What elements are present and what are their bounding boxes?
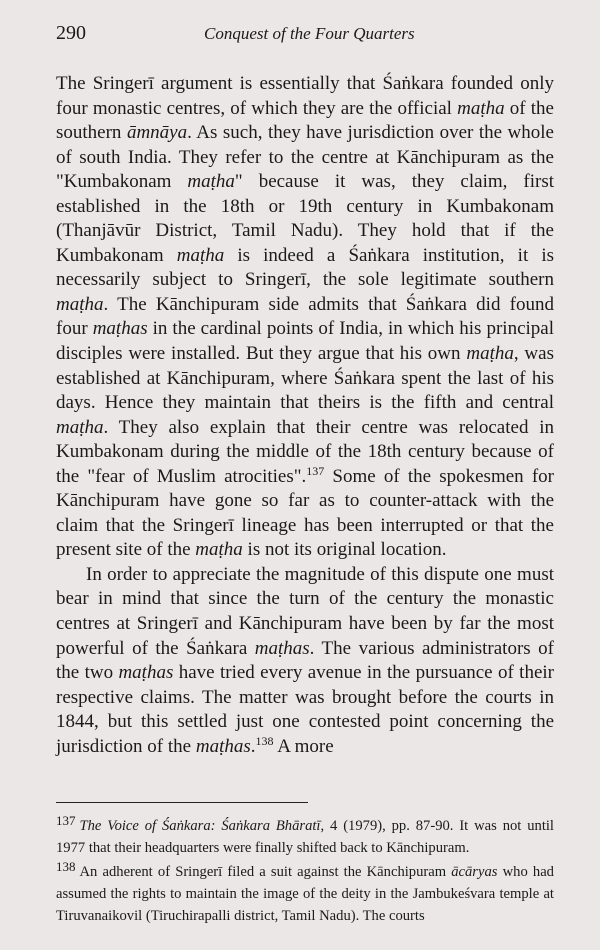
italic-term: maṭha xyxy=(56,416,104,438)
page-number: 290 xyxy=(56,22,86,44)
italic-term: The Voice of Śaṅkara: Śaṅkara Bhāratī xyxy=(79,818,321,834)
text-run: Some of the spokesmen for Kānchipuram have gone so far as to counter-attack with the claim that the Sringerī lineage has been interrupted or that the present site of the xyxy=(56,465,554,561)
text-run: of the southern xyxy=(56,97,554,144)
footnote-ref: 138 xyxy=(255,733,274,748)
footnote-ref: 137 xyxy=(306,463,325,478)
italic-term: maṭha xyxy=(56,293,104,315)
italic-term: maṭha xyxy=(466,343,514,365)
text-run: An adherent of Sringerī filed a suit against the Kānchipuram xyxy=(79,864,452,880)
italic-term: maṭhas xyxy=(254,637,310,659)
italic-term: maṭha xyxy=(176,244,225,266)
text-run: A more xyxy=(273,735,334,757)
footnote-number: 138 xyxy=(56,859,76,874)
text-run: In order to appreciate the magnitude of this dispute one must bear in mind that since the turn of the century the monastic centres at Sringerī and Kānchipuram have been by far the most powerful of the Śaṅkara xyxy=(56,563,554,659)
body-text xyxy=(56,72,554,759)
footnote xyxy=(56,861,554,927)
footnotes xyxy=(56,815,554,929)
italic-term: maṭhas xyxy=(195,735,251,757)
text-run: have tried every avenue in the pursuance of their respective claims. The matter was brought before the courts in 1844, but this settled just one contested point concerning the jurisdiction of the xyxy=(56,662,554,757)
italic-term: āmnāya xyxy=(126,122,188,144)
italic-term: maṭhas xyxy=(92,318,148,340)
paragraph xyxy=(56,72,554,563)
text-run: The Sringerī argument is essentially that Śaṅkara founded only four monastic centres, of which they are the official xyxy=(56,73,554,119)
running-title: Conquest of the Four Quarters xyxy=(204,24,415,43)
paragraph xyxy=(56,563,554,759)
footnote-number: 137 xyxy=(56,813,76,828)
italic-term: ācāryas xyxy=(451,864,498,880)
footnote xyxy=(56,815,554,859)
italic-term: maṭha xyxy=(187,171,235,193)
page-header xyxy=(56,22,560,50)
italic-term: maṭha xyxy=(195,539,243,561)
text-run: in the cardinal points of India, in which his principal disciples were installed. But they argue that his own xyxy=(56,318,554,365)
text-run: is indeed a Śaṅkara institution, it is necessarily subject to Sringerī, the sole legitimate southern xyxy=(56,244,554,291)
text-run: , 4 (1979), pp. 87-90. It was not until 1977 that their headquarters were finally shifted back to Kānchipuram. xyxy=(56,818,554,856)
text-run: , was established at Kānchipuram, where Śaṅkara spent the last of his days. Hence they maintain that theirs is the fifth and central xyxy=(56,343,554,414)
text-run: . The Kānchipuram side admits that Śaṅkara did found four xyxy=(56,293,554,340)
text-run: . xyxy=(250,735,256,757)
text-run: " because it was, they claim, first established in the 18th or 19th century in Kumbakonam (Thanjāvūr District, Tamil Nadu). They hold that if the Kumbakonam xyxy=(56,171,554,266)
text-run: . As such, they have jurisdiction over the whole of south India. They refer to the centre at Kānchipuram as the "Kumbakonam xyxy=(56,122,554,193)
text-run: . The various administrators of the two xyxy=(56,637,554,684)
text-run: is not its original location. xyxy=(242,539,447,561)
footnote-rule xyxy=(56,802,308,803)
text-run: who had assumed the rights to maintain the image of the deity in the Jambukeśvara temple at Tiruvanaikovil (Tiruchirapalli district, Tamil Nadu). The courts xyxy=(56,864,554,924)
text-run: . They also explain that their centre was relocated in Kumbakonam during the middle of the 18th century because of the "fear of Muslim atrocities". xyxy=(56,416,554,487)
italic-term: maṭhas xyxy=(118,662,174,684)
italic-term: maṭha xyxy=(457,97,505,119)
